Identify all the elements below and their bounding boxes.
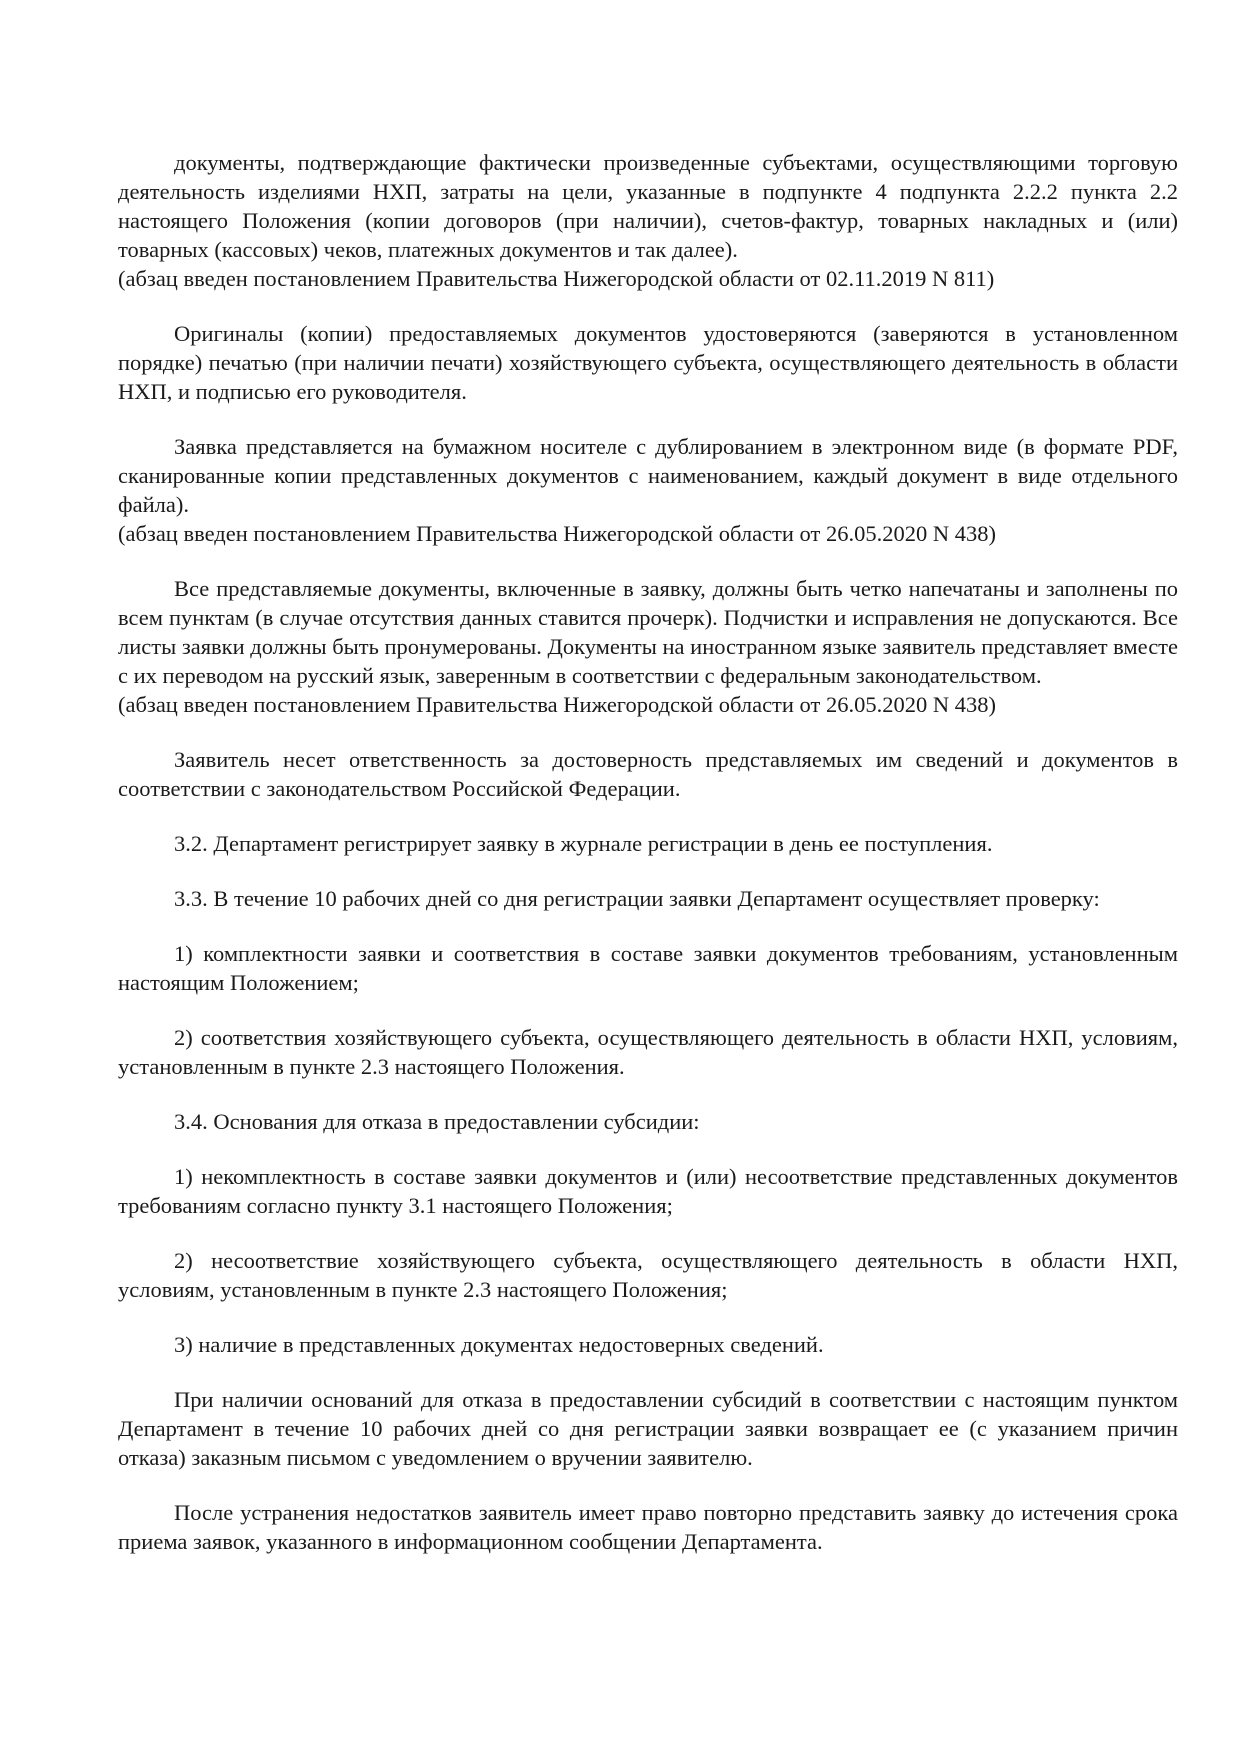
paragraph-text: 3.3. В течение 10 рабочих дней со дня регистрации заявки Департамент осуществляет проверку: [174,886,1100,911]
clause-3-4 [118,1107,1178,1136]
clause-3-4-item-1 [118,1162,1178,1220]
paragraph-applicant-responsibility [118,745,1178,803]
amendment-note: (абзац введен постановлением Правительства Нижегородской области от 26.05.2020 N 438) [118,521,996,546]
paragraph-text: 1) некомплектность в составе заявки документов и (или) несоответствие представленных документов требованиям согласно пункту 3.1 настоящего Положения; [118,1164,1178,1218]
paragraph-text: Заявка представляется на бумажном носителе с дублированием в электронном виде (в формате PDF, сканированные копии представленных документов с наименованием, каждый документ в виде отдельного файла). [118,434,1178,517]
paragraph-text: Все представляемые документы, включенные в заявку, должны быть четко напечатаны и заполнены по всем пунктам (в случае отсутствия данных ставится прочерк). Подчистки и исправления не допускаются. Все листы заявки должны быть пронумерованы. Документы на иностранном языке заявитель представляет вместе с их переводом на русский язык, заверенным в соответствии с федеральным законодательством. [118,576,1178,688]
paragraph-text: 2) несоответствие хозяйствующего субъекта, осуществляющего деятельность в области НХП, условиям, установленным в пункте 2.3 настоящего Положения; [118,1248,1178,1302]
clause-3-3 [118,884,1178,913]
paragraph-supporting-documents [118,148,1178,293]
clause-3-2 [118,829,1178,858]
paragraph-text: 3.4. Основания для отказа в предоставлении субсидии: [174,1109,700,1134]
clause-3-3-item-1 [118,939,1178,997]
paragraph-originals-certification [118,319,1178,406]
paragraph-text: После устранения недостатков заявитель имеет право повторно представить заявку до истечения срока приема заявок, указанного в информационном сообщении Департамента. [118,1500,1178,1554]
paragraph-resubmission [118,1498,1178,1556]
paragraph-text: При наличии оснований для отказа в предоставлении субсидий в соответствии с настоящим пунктом Департамент в течение 10 рабочих дней со дня регистрации заявки возвращает ее (с указанием причин отказа) заказным письмом с уведомлением о вручении заявителю. [118,1387,1178,1470]
amendment-note: (абзац введен постановлением Правительства Нижегородской области от 02.11.2019 N 811) [118,266,995,291]
paragraph-text: документы, подтверждающие фактически произведенные субъектами, осуществляющими торговую деятельность изделиями НХП, затраты на цели, указанные в подпункте 4 подпункта 2.2.2 пункта 2.2 настоящего Положения (копии договоров (при наличии), счетов-фактур, товарных накладных и (или) товарных (кассовых) чеков, платежных документов и так далее). [118,150,1178,262]
paragraph-refusal-return [118,1385,1178,1472]
paragraph-text: 2) соответствия хозяйствующего субъекта, осуществляющего деятельность в области НХП, условиям, установленным в пункте 2.3 настоящего Положения. [118,1025,1178,1079]
clause-3-3-item-2 [118,1023,1178,1081]
paragraph-text: 3) наличие в представленных документах недостоверных сведений. [174,1332,824,1357]
clause-3-4-item-2 [118,1246,1178,1304]
paragraph-text: 3.2. Департамент регистрирует заявку в журнале регистрации в день ее поступления. [174,831,993,856]
paragraph-text: 1) комплектности заявки и соответствия в составе заявки документов требованиям, установленным настоящим Положением; [118,941,1178,995]
amendment-note: (абзац введен постановлением Правительства Нижегородской области от 26.05.2020 N 438) [118,692,996,717]
clause-3-4-item-3 [118,1330,1178,1359]
paragraph-text: Оригиналы (копии) предоставляемых документов удостоверяются (заверяются в установленном порядке) печатью (при наличии печати) хозяйствующего субъекта, осуществляющего деятельность в области НХП, и подписью его руководителя. [118,321,1178,404]
paragraph-application-format [118,432,1178,548]
paragraph-document-requirements [118,574,1178,719]
paragraph-text: Заявитель несет ответственность за достоверность представляемых им сведений и документов в соответствии с законодательством Российской Федерации. [118,747,1178,801]
